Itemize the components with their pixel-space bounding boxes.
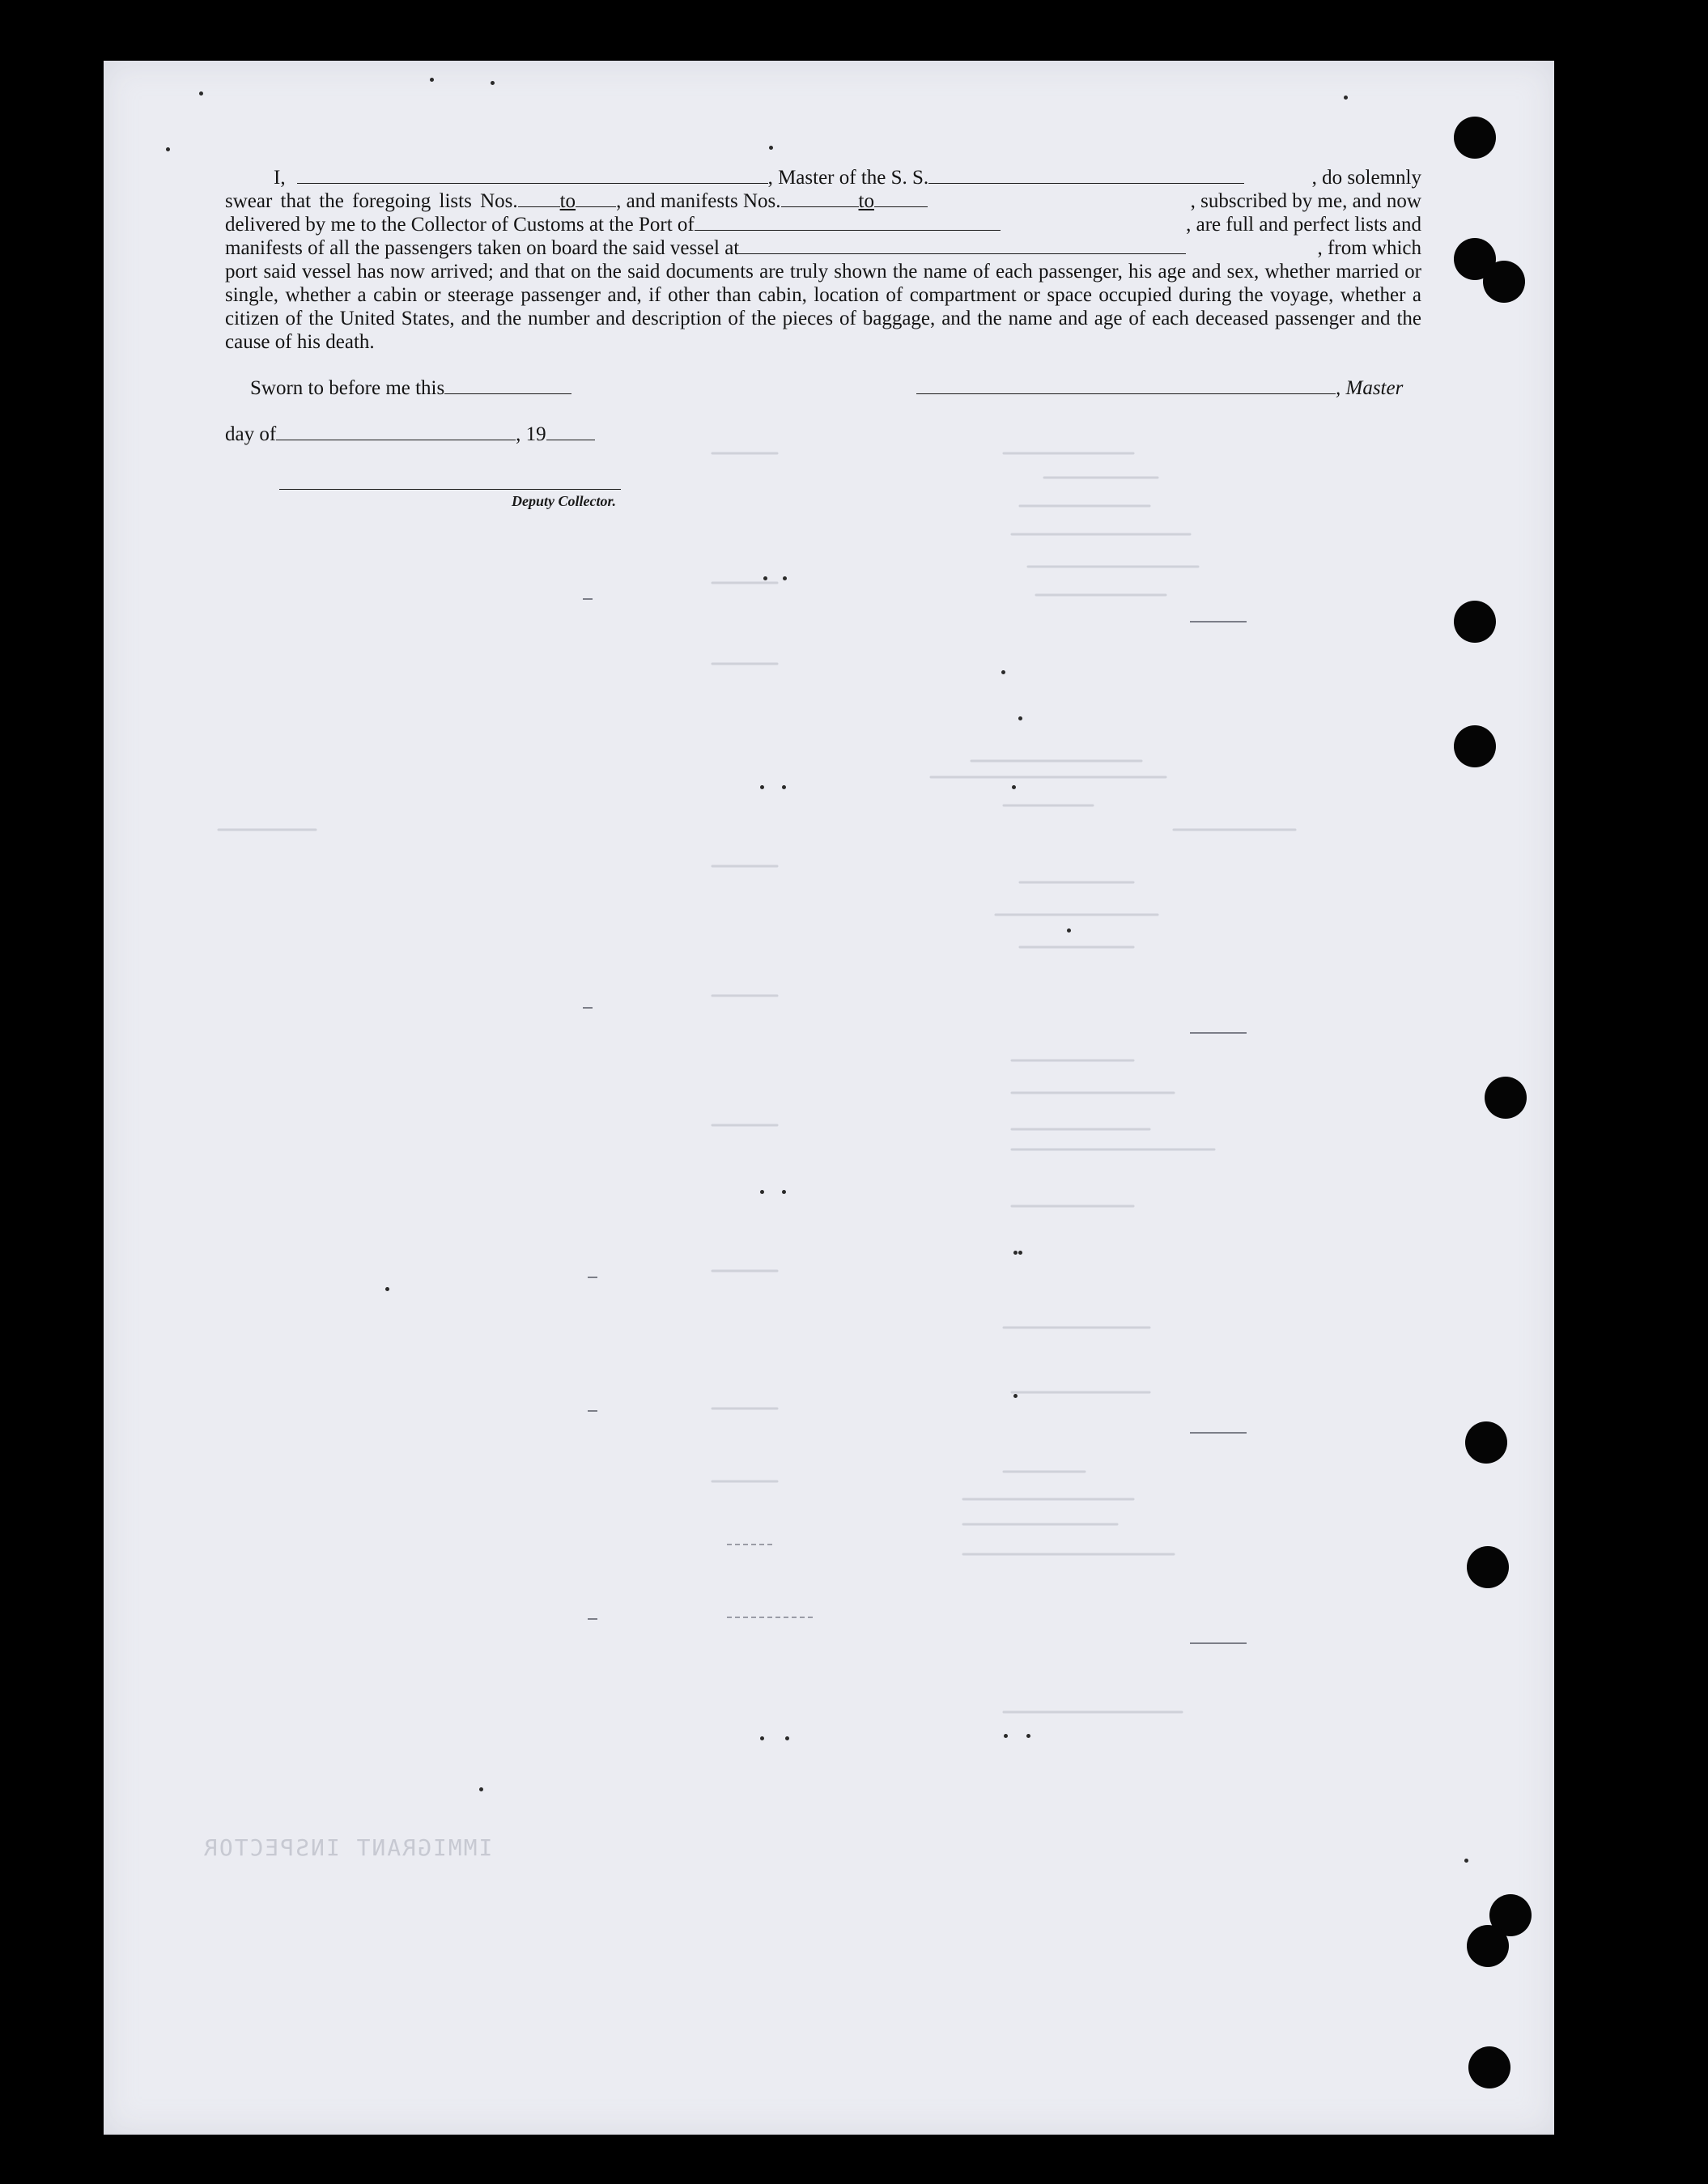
oath-line-1: I, , Master of the S. S. , do solemnly xyxy=(274,167,1421,189)
speck xyxy=(1344,96,1348,100)
speck xyxy=(1464,1859,1468,1863)
speck xyxy=(760,785,764,789)
speck xyxy=(385,1287,389,1291)
manifest-sheet xyxy=(104,61,1554,2135)
year-blank xyxy=(546,425,595,440)
speck xyxy=(1004,1734,1008,1738)
punch-hole xyxy=(1483,261,1525,303)
speck xyxy=(760,1736,764,1740)
oath-line-2: swear that the foregoing lists Nos. to , and manifests Nos. to , subscribed by me, and now xyxy=(225,190,1421,212)
port-blank xyxy=(695,215,1001,231)
embark-port-blank xyxy=(739,239,1186,254)
speck xyxy=(1013,1251,1018,1255)
speck xyxy=(763,576,767,580)
speck xyxy=(430,78,434,82)
speck xyxy=(769,146,773,150)
bleed-through-stamp: IMMIGRANT INSPECTOR xyxy=(202,1834,493,1861)
manifest-from-blank xyxy=(781,192,859,207)
speck xyxy=(1001,670,1005,674)
deputy-signature-line xyxy=(279,489,621,490)
month-blank xyxy=(276,425,516,440)
speck xyxy=(199,91,203,96)
manifest-to-blank xyxy=(874,192,928,207)
speck xyxy=(1018,1251,1022,1255)
speck xyxy=(783,576,787,580)
master-signature-row: , Master xyxy=(916,377,1403,400)
speck xyxy=(479,1787,483,1791)
speck xyxy=(491,81,495,85)
day-row: day of , 19 xyxy=(225,423,595,446)
oath-remainder: port said vessel has now arrived; and that on the said documents are truly shown the name of each passenger, his age and sex, whether married or single, whether a cabin or steerage passenger and, if other than cabin, location of compartment or space occupied during the voyage, whether a citizen of the United States, and the number and description of the pieces of baggage, and the name and age of each deceased passenger and the cause of his death. xyxy=(225,261,1421,353)
deputy-collector-label: Deputy Collector. xyxy=(512,493,616,509)
speck xyxy=(785,1736,789,1740)
speck xyxy=(782,1190,786,1194)
speck xyxy=(760,1190,764,1194)
punch-hole xyxy=(1454,601,1496,643)
oath-line-3: delivered by me to the Collector of Customs at the Port of , are full and perfect lists and xyxy=(225,214,1421,236)
speck xyxy=(1012,785,1016,789)
speck xyxy=(1013,1394,1018,1398)
punch-hole xyxy=(1468,2046,1510,2088)
master-signature-blank xyxy=(916,379,1336,394)
oath-line-4: manifests of all the passengers taken on board the said vessel at , from which xyxy=(225,237,1421,259)
list-from-blank xyxy=(518,192,560,207)
speck xyxy=(166,147,170,151)
sworn-row: Sworn to before me this xyxy=(250,377,571,400)
list-to-blank xyxy=(576,192,616,207)
punch-hole xyxy=(1454,725,1496,767)
punch-hole xyxy=(1454,117,1496,159)
speck xyxy=(1026,1734,1030,1738)
master-name-blank xyxy=(297,168,768,184)
punch-hole xyxy=(1485,1077,1527,1119)
master-oath-paragraph xyxy=(225,166,1421,354)
punch-hole xyxy=(1465,1421,1507,1464)
sworn-date-blank xyxy=(444,379,571,394)
speck xyxy=(1018,716,1022,720)
ship-name-blank xyxy=(928,168,1244,184)
punch-hole xyxy=(1467,1925,1509,1967)
speck xyxy=(782,785,786,789)
punch-hole xyxy=(1467,1546,1509,1588)
speck xyxy=(1067,928,1071,933)
